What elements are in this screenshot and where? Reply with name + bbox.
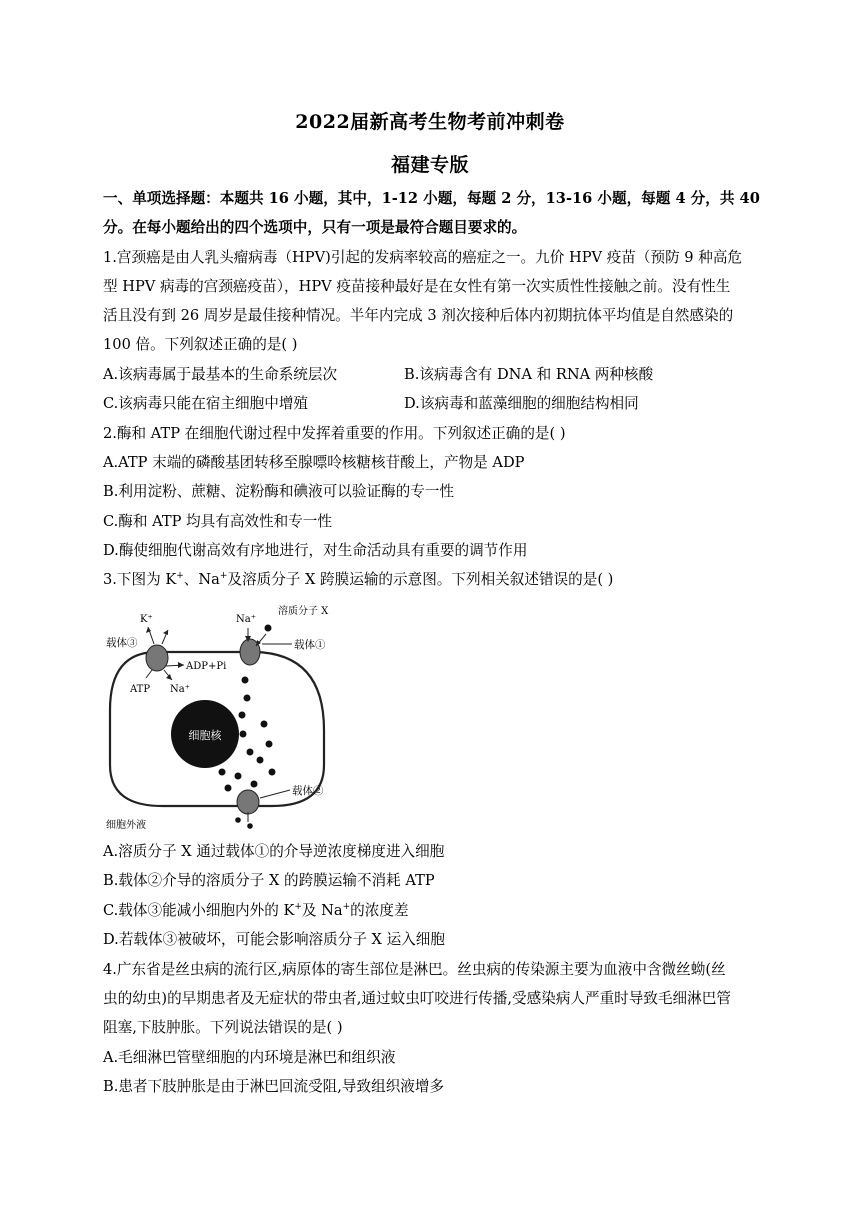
- carrier-2: [237, 790, 259, 814]
- solute-molecule: [265, 625, 272, 632]
- q3-option-c: C.载体③能减小细胞内外的 K+及 Na+的浓度差: [103, 902, 409, 919]
- na-top-label: Na⁺: [236, 614, 256, 625]
- solute-molecule: [257, 757, 264, 764]
- solute-molecule: [247, 823, 253, 829]
- q1-option-c: C.该病毒只能在宿主细胞中增殖: [103, 395, 309, 412]
- solute-x-label: 溶质分子 X: [278, 606, 329, 617]
- q2-option-a: A.ATP 末端的磷酸基团转移至腺嘌呤核糖核苷酸上，产物是 ADP: [103, 454, 525, 471]
- q3-option-b: B.载体②介导的溶质分子 X 的跨膜运输不消耗 ATP: [103, 872, 435, 889]
- q1-option-b: B.该病毒含有 DNA 和 RNA 两种核酸: [404, 366, 654, 383]
- solute-molecule: [235, 773, 242, 780]
- q4-stem-line-2: 虫的幼虫)的早期患者及无症状的带虫者,通过蚊虫叮咬进行传播,受感染病人严重时导致毛细淋巴管: [103, 990, 731, 1007]
- q2-option-c: C.酶和 ATP 均具有高效性和专一性: [103, 513, 332, 530]
- solute-molecule: [269, 769, 276, 776]
- membrane-transport-diagram: [102, 600, 342, 830]
- na-low-label: Na⁺: [170, 684, 190, 695]
- na-out-arrow-head: [163, 630, 168, 635]
- q3-stem: 3.下图为 K+、Na+及溶质分子 X 跨膜运输的示意图。下列相关叙述错误的是( ): [103, 571, 614, 588]
- adp-label: ADP+Pi: [186, 661, 227, 672]
- nucleus-label: 细胞核: [188, 729, 222, 742]
- q1-option-d: D.该病毒和蓝藻细胞的细胞结构相同: [404, 395, 639, 412]
- solute-molecule: [261, 721, 268, 728]
- q2-option-b: B.利用淀粉、蔗糖、淀粉酶和碘液可以验证酶的专一性: [103, 483, 455, 500]
- solute-molecule: [219, 769, 226, 776]
- carrier-3: [146, 645, 168, 671]
- carrier-3-label: 载体③: [106, 637, 138, 649]
- section-instruction-line-1: 一、单项选择题：本题共 16 小题，其中，1-12 小题，每题 2 分，13-16 小题，每题 4 分，共 40: [103, 190, 760, 207]
- carrier-2-label: 载体②: [292, 785, 324, 797]
- solute-molecule: [251, 781, 258, 788]
- q3-option-a: A.溶质分子 X 通过载体①的介导逆浓度梯度进入细胞: [103, 843, 445, 860]
- atp-label: ATP: [130, 684, 151, 695]
- q3-option-d: D.若载体③被破坏，可能会影响溶质分子 X 运入细胞: [103, 931, 445, 948]
- solute-molecule: [266, 741, 273, 748]
- q1-stem-line-3: 活且没有到 26 周岁是最佳接种情况。半年内完成 3 剂次接种后体内初期抗体平均值是自然感染的: [103, 307, 734, 324]
- k-ion-label: K⁺: [140, 614, 153, 625]
- section-instruction-line-2: 分。在每小题给出的四个选项中，只有一项是最符合题目要求的。: [103, 219, 527, 236]
- q4-stem-line-3: 阻塞,下肢肿胀。下列说法错误的是( ): [103, 1019, 343, 1036]
- q1-stem-line-1: 1.宫颈癌是由人乳头瘤病毒（HPV)引起的发病率较高的癌症之一。九价 HPV 疫苗（预防 9 种高危: [103, 249, 743, 266]
- q2-option-d: D.酶使细胞代谢高效有序地进行，对生命活动具有重要的调节作用: [103, 542, 528, 559]
- solute-molecule: [244, 695, 251, 702]
- solute-molecule: [235, 817, 241, 823]
- solute-molecule: [239, 712, 246, 719]
- extracellular-label: 细胞外液: [106, 820, 146, 830]
- exam-subtitle: 福建专版: [390, 154, 469, 176]
- q4-stem-line-1: 4.广东省是丝虫病的流行区,病原体的寄生部位是淋巴。丝虫病的传染源主要为血液中含微丝蚴(丝: [103, 961, 726, 978]
- carrier-1-label: 载体①: [294, 639, 326, 651]
- q2-stem: 2.酶和 ATP 在细胞代谢过程中发挥着重要的作用。下列叙述正确的是( ): [103, 425, 566, 442]
- solute-molecule: [242, 677, 249, 684]
- solute-molecule: [247, 749, 254, 756]
- exam-title: 2022届新高考生物考前冲刺卷: [295, 111, 565, 133]
- q1-stem-line-2: 型 HPV 病毒的宫颈癌疫苗），HPV 疫苗接种最好是在女性有第一次实质性性接触之前。没有性生: [103, 278, 731, 295]
- q4-option-b: B.患者下肢肿胀是由于淋巴回流受阻,导致组织液增多: [103, 1078, 445, 1095]
- q1-option-a: A.该病毒属于最基本的生命系统层次: [103, 366, 338, 383]
- q4-option-a: A.毛细淋巴管壁细胞的内环境是淋巴和组织液: [103, 1049, 396, 1066]
- solute-molecule: [240, 731, 247, 738]
- solute-molecule: [225, 785, 232, 792]
- q1-stem-line-4: 100 倍。下列叙述正确的是( ): [103, 336, 298, 353]
